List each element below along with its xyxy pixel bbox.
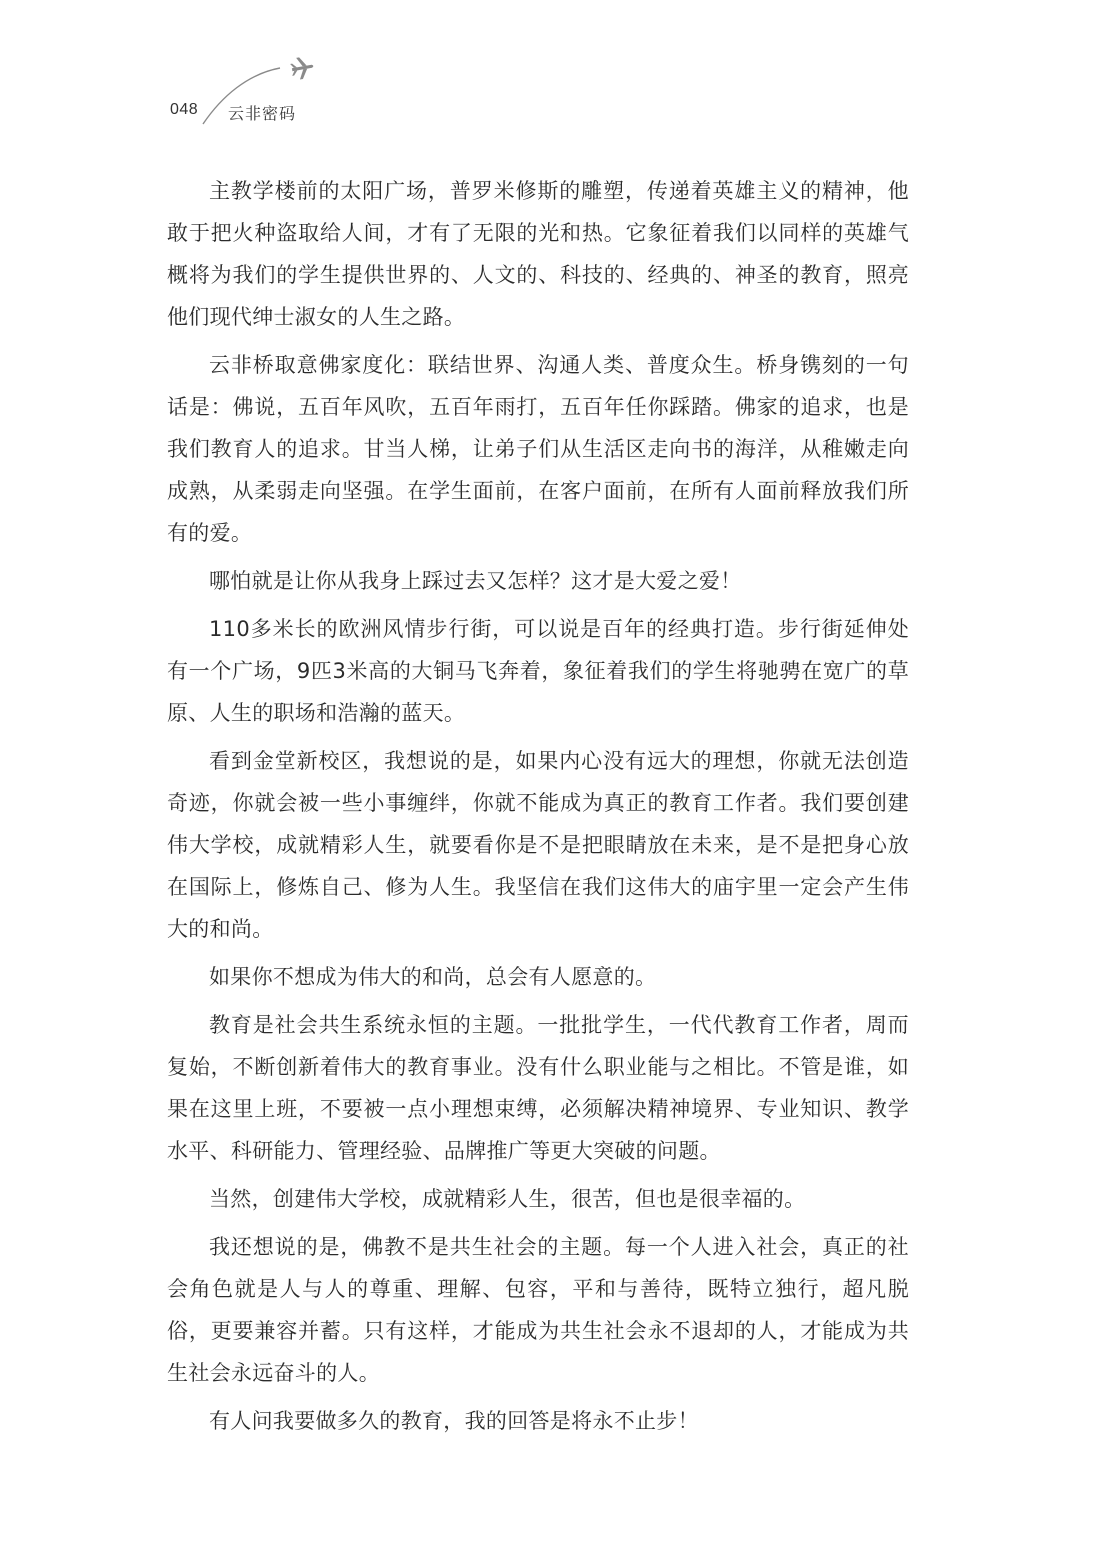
paragraph: 当然，创建伟大学校，成就精彩人生，很苦，但也是很幸福的。 <box>209 1187 806 1211</box>
airplane-icon <box>289 55 315 81</box>
paragraph: 主教学楼前的太阳广场，普罗米修斯的雕塑，传递着英雄主义的精神，他敢于把火种盗取给人间，才有了无限的光和热。它象征着我们以同样的英雄气概将为我们的学生提供世界的、人文的、科技的、经典的、神圣的教育，照亮他们现代绅士淑女的人生之路。 <box>167 179 909 329</box>
paragraph: 看到金堂新校区，我想说的是，如果内心没有远大的理想，你就无法创造奇迹，你就会被一些小事缠绊，你就不能成为真正的教育工作者。我们要创建伟大学校，成就精彩人生，就要看你是不是把眼睛放在未来，是不是把身心放在国际上，修炼自己、修为人生。我坚信在我们这伟大的庙宇里一定会产生伟大的和尚。 <box>167 749 909 941</box>
paragraph: 云非桥取意佛家度化：联结世界、沟通人类、普度众生。桥身镌刻的一句话是：佛说，五百年风吹，五百年雨打，五百年任你踩踏。佛家的追求，也是我们教育人的追求。甘当人梯，让弟子们从生活区走向书的海洋，从稚嫩走向成熟，从柔弱走向坚强。在学生面前，在客户面前，在所有人面前释放我们所有的爱。 <box>167 353 909 545</box>
paragraph: 我还想说的是，佛教不是共生社会的主题。每一个人进入社会，真正的社会角色就是人与人的尊重、理解、包容，平和与善待，既特立独行，超凡脱俗，更要兼容并蓄。只有这样，才能成为共生社会永不退却的人，才能成为共生社会永远奋斗的人。 <box>167 1235 909 1385</box>
paragraph: 110多米长的欧洲风情步行街，可以说是百年的经典打造。步行街延伸处有一个广场，9匹3米高的大铜马飞奔着，象征着我们的学生将驰骋在宽广的草原、人生的职场和浩瀚的蓝天。 <box>167 617 909 725</box>
body-text <box>167 170 909 1448</box>
header-decoration <box>0 0 1100 150</box>
paragraph: 哪怕就是让你从我身上踩过去又怎样？这才是大爱之爱！ <box>209 569 742 593</box>
page-number: 048 <box>170 101 199 118</box>
page-header <box>0 0 1100 150</box>
paragraph: 教育是社会共生系统永恒的主题。一批批学生，一代代教育工作者，周而复始，不断创新着伟大的教育事业。没有什么职业能与之相比。不管是谁，如果在这里上班，不要被一点小理想束缚，必须解决精神境界、专业知识、教学水平、科研能力、管理经验、品牌推广等更大突破的问题。 <box>167 1013 909 1163</box>
paragraph: 如果你不想成为伟大的和尚，总会有人愿意的。 <box>209 965 657 989</box>
paragraph: 有人问我要做多久的教育，我的回答是将永不止步！ <box>209 1409 699 1433</box>
book-title: 云非密码 <box>228 104 297 123</box>
